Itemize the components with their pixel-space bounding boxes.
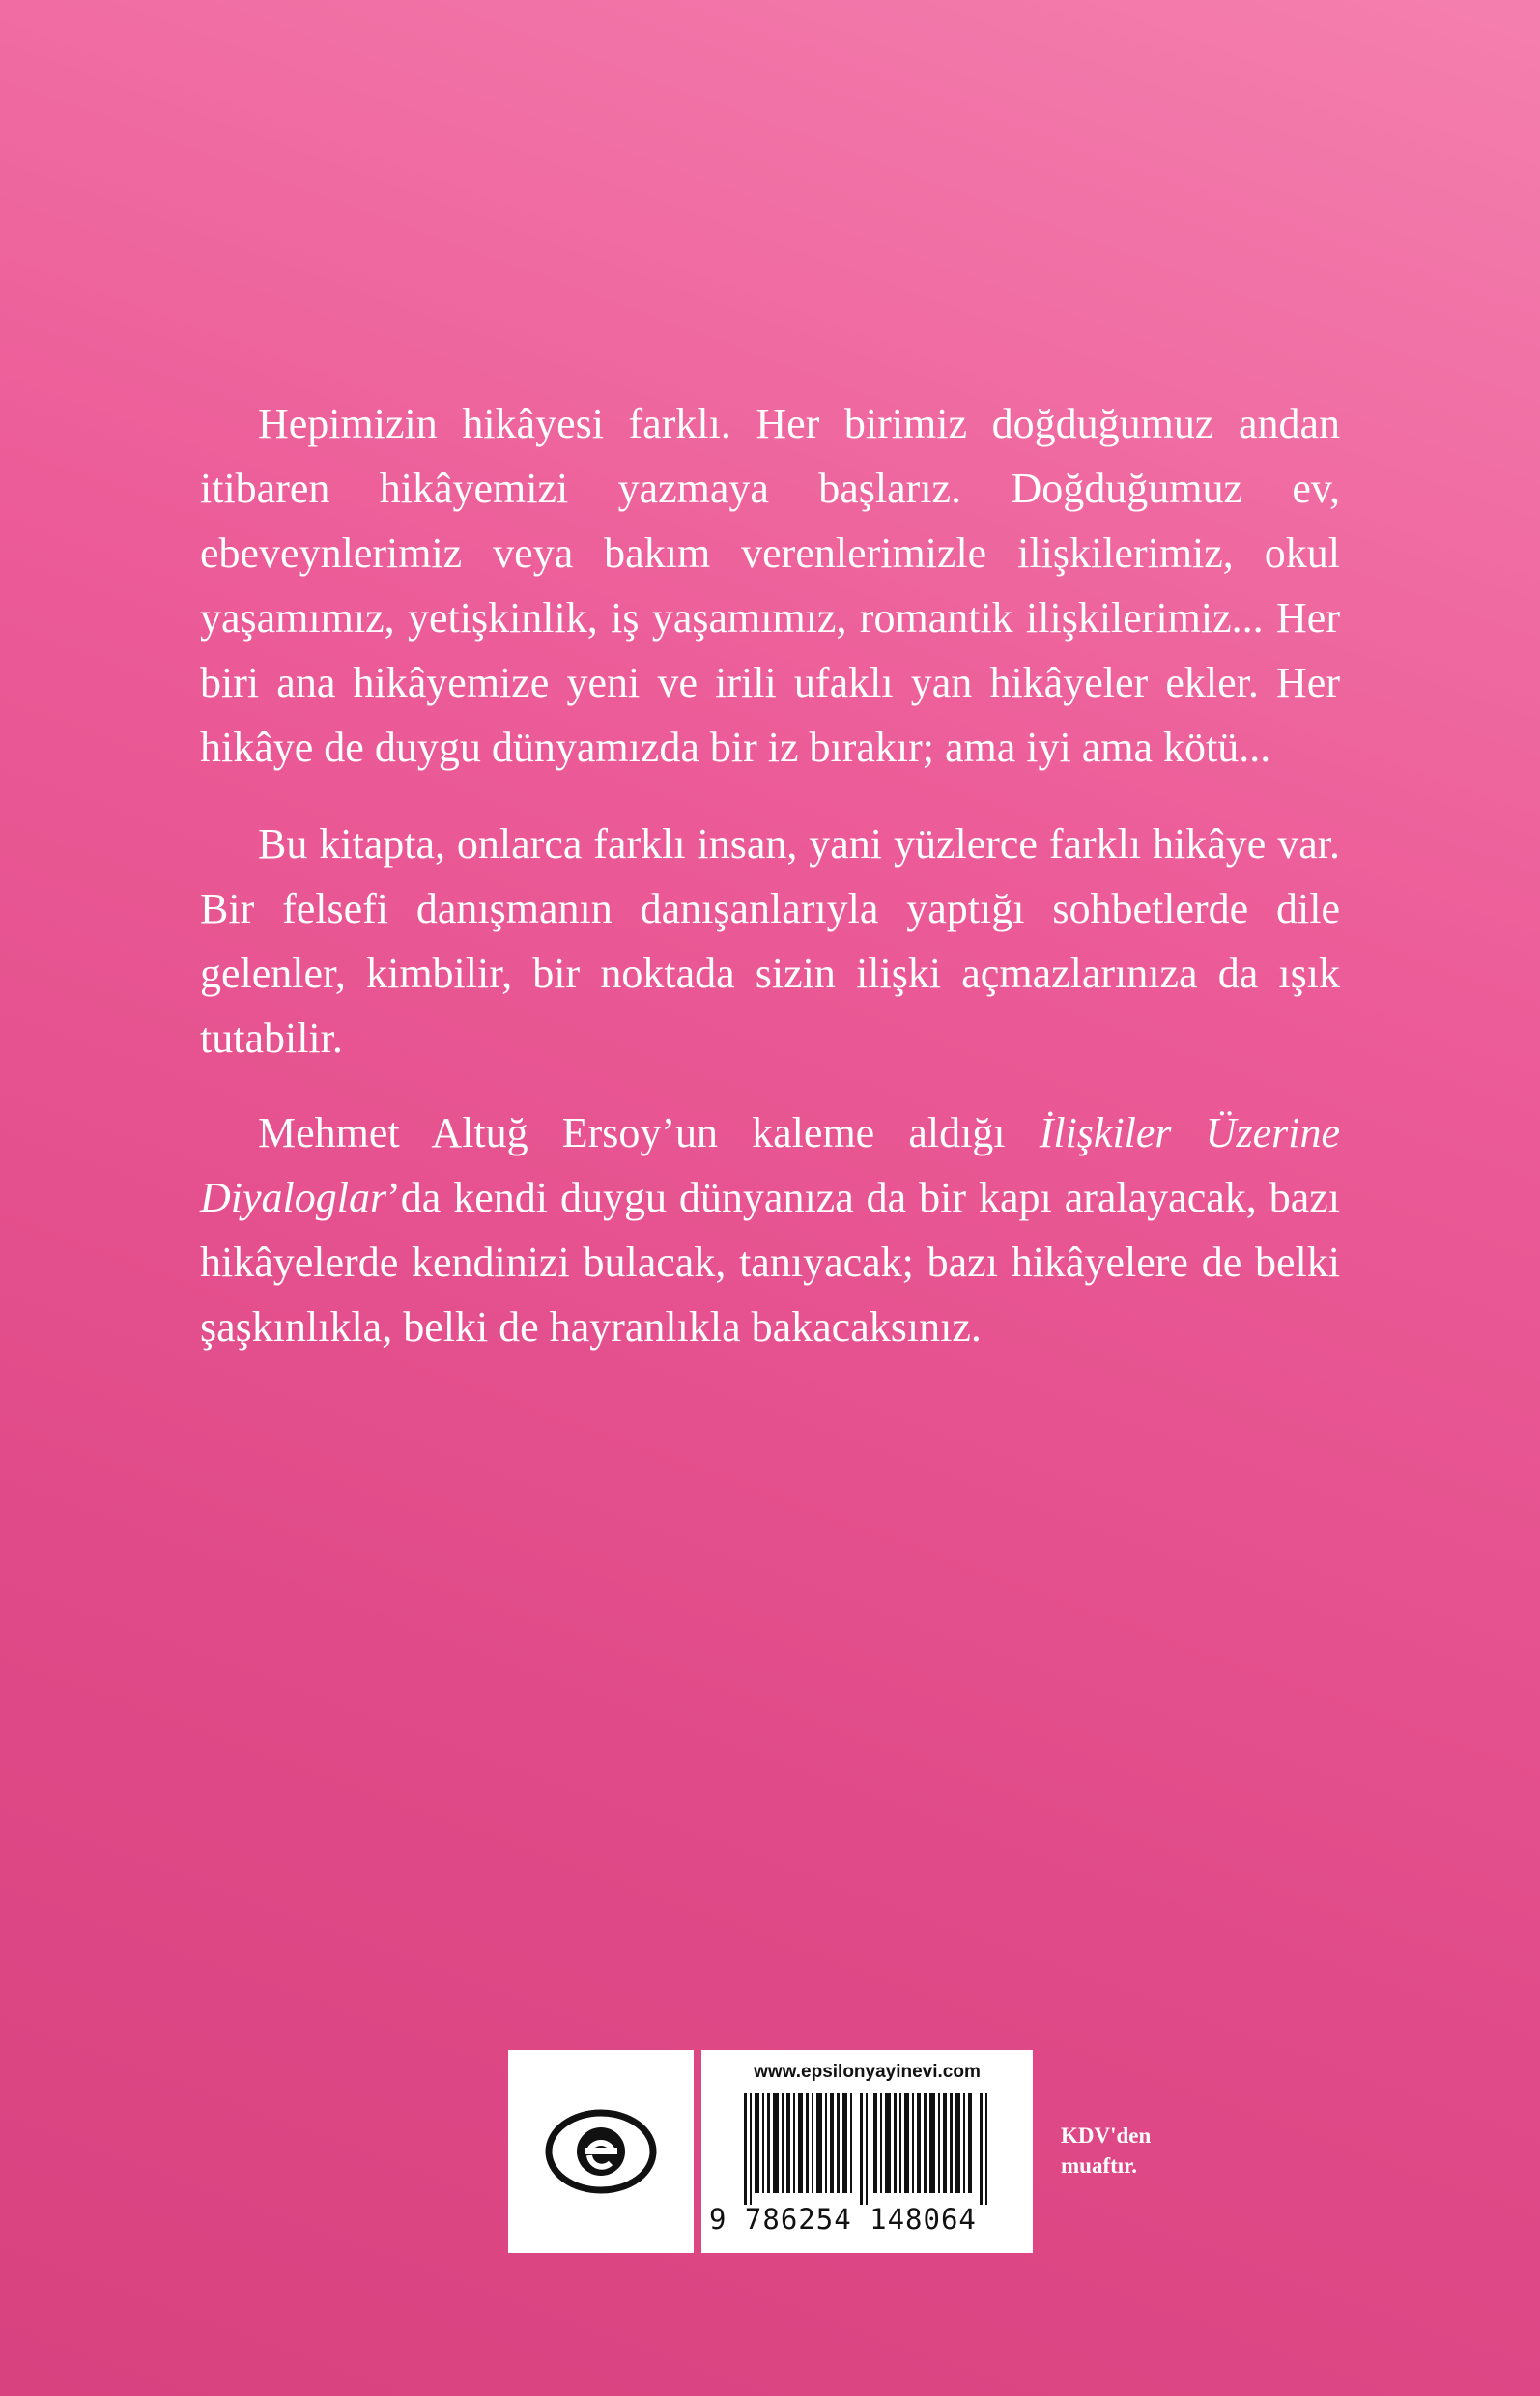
blurb-paragraph-2: Bu kitapta, onlarca farklı insan, yani yüzlerce farklı hikâye var. Bir felsefi danışmanın danışanlarıyla yaptığı sohbetlerde dile gelenler, kimbilir, bir noktada sizin ilişki açmazlarınıza da ışık tutabilir. xyxy=(200,820,1340,1062)
blurb-paragraph-3 xyxy=(200,1100,1340,1359)
publisher-website: www.epsilonyayinevi.com xyxy=(754,2062,981,2082)
tax-note-line-2: muaftır. xyxy=(1061,2154,1138,2178)
publisher-logo-box xyxy=(508,2050,694,2253)
back-cover-blurb xyxy=(200,391,1340,1359)
isbn-number: 9 786254 148064 xyxy=(709,2203,977,2236)
tax-exemption-note xyxy=(1061,2121,1151,2181)
blurb-paragraph-3-rest: ’da kendi duygu dünyanıza da bir kapı aralayacak, bazı hikâyelerde kendinizi bulacak, tanıyacak; bazı hikâyelere de belki şaşkınlıkla, belki de hayranlıkla bakacaksınız. xyxy=(200,1174,1340,1351)
book-title: İlişkiler Üzerine Diyaloglar xyxy=(200,1109,1340,1221)
tax-note-line-1: KDV'den xyxy=(1061,2124,1152,2148)
isbn-barcode-box xyxy=(701,2050,1033,2253)
isbn-barcode xyxy=(744,2093,991,2205)
blurb-paragraph-3-intro: Mehmet Altuğ Ersoy’un kaleme aldığı xyxy=(258,1109,1040,1156)
blurb-paragraph-1: Hepimizin hikâyesi farklı. Her birimiz doğduğumuz andan itibaren hikâyemizi yazmaya başlarız. Doğduğumuz ev, ebeveynlerimiz veya bakım verenlerimizle ilişkilerimiz, okul yaşamımız, yetişkinlik, iş yaşamımız, romantik ilişkilerimiz... Her biri ana hikâyemize yeni ve irili ufaklı yan hikâyeler ekler. Her hikâye de duygu dünyamızda bir iz bırakır; ama iyi ama kötü... xyxy=(200,400,1340,771)
epsilon-e-logo-icon xyxy=(545,2108,657,2195)
